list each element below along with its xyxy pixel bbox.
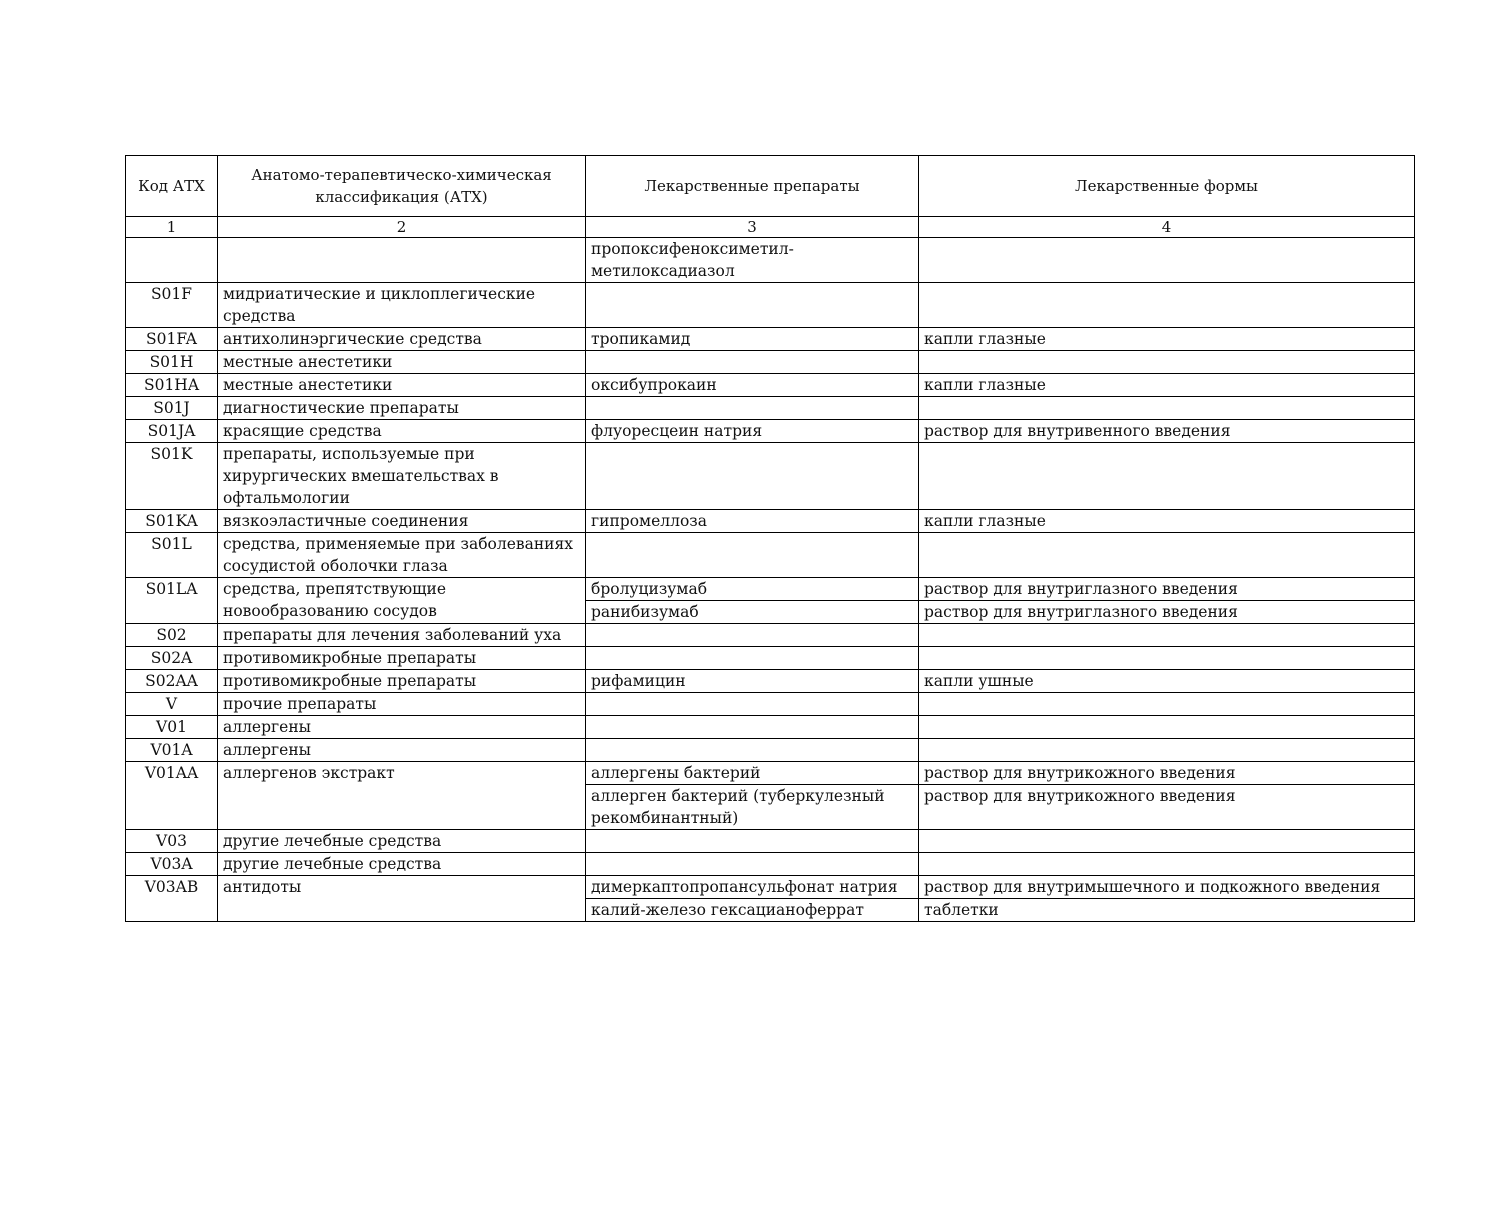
dosage-form-cell: раствор для внутримышечного и подкожного введения (919, 876, 1415, 899)
dosage-form-cell (919, 830, 1415, 853)
dosage-form-cell: раствор для внутривенного введения (919, 420, 1415, 443)
table-row (126, 670, 1415, 693)
drug-cell: гипромеллоза (586, 510, 919, 533)
table-row (126, 533, 1415, 578)
table-row (126, 830, 1415, 853)
atc-name-cell: противомикробные препараты (218, 647, 586, 670)
atc-code-cell: S01LA (126, 578, 218, 624)
dosage-form-cell: капли глазные (919, 328, 1415, 351)
header-dosage-forms: Лекарственные формы (919, 156, 1415, 217)
atc-name-cell: противомикробные препараты (218, 670, 586, 693)
atc-name-cell: местные анестетики (218, 351, 586, 374)
drug-cell: бролуцизумаб (586, 578, 919, 601)
atc-name-cell: антихолинэргические средства (218, 328, 586, 351)
table-row (126, 351, 1415, 374)
atc-name-cell: средства, применяемые при заболеваниях сосудистой оболочки глаза (218, 533, 586, 578)
dosage-form-cell (919, 533, 1415, 578)
drug-cell (586, 283, 919, 328)
dosage-form-cell (919, 443, 1415, 510)
atc-name-cell: препараты для лечения заболеваний уха (218, 624, 586, 647)
atc-name-cell: аллергенов экстракт (218, 762, 586, 830)
atc-code-cell: S01F (126, 283, 218, 328)
dosage-form-cell: таблетки (919, 899, 1415, 922)
header-atc-classification: Анатомо-терапевтическо-химическая классификация (АТХ) (218, 156, 586, 217)
table-row (126, 762, 1415, 785)
atc-name-cell: другие лечебные средства (218, 830, 586, 853)
atc-code-cell: S01JA (126, 420, 218, 443)
atc-code-cell: S02 (126, 624, 218, 647)
atc-code-cell: S02A (126, 647, 218, 670)
dosage-form-cell (919, 283, 1415, 328)
atc-code-cell: S02AA (126, 670, 218, 693)
header-atc-code: Код АТХ (126, 156, 218, 217)
drug-cell: пропоксифеноксиметил-метилоксадиазол (586, 238, 919, 283)
drug-cell: тропикамид (586, 328, 919, 351)
atc-code-cell: S01L (126, 533, 218, 578)
drug-cell (586, 351, 919, 374)
table-row (126, 693, 1415, 716)
atc-code-cell: V01A (126, 739, 218, 762)
atc-name-cell: мидриатические и циклоплегические средства (218, 283, 586, 328)
table-row (126, 624, 1415, 647)
drug-cell: рифамицин (586, 670, 919, 693)
column-number: 3 (586, 217, 919, 238)
column-number: 4 (919, 217, 1415, 238)
drug-cell: флуоресцеин натрия (586, 420, 919, 443)
atc-name-cell: антидоты (218, 876, 586, 922)
table-row (126, 739, 1415, 762)
column-number: 2 (218, 217, 586, 238)
table-row (126, 420, 1415, 443)
dosage-form-cell (919, 624, 1415, 647)
drug-cell (586, 739, 919, 762)
atc-code-cell: V01 (126, 716, 218, 739)
atc-name-cell: прочие препараты (218, 693, 586, 716)
table-row (126, 716, 1415, 739)
drug-cell: аллергены бактерий (586, 762, 919, 785)
atc-code-cell: S01HA (126, 374, 218, 397)
table-row (126, 876, 1415, 899)
dosage-form-cell (919, 397, 1415, 420)
atc-name-cell: красящие средства (218, 420, 586, 443)
drug-cell: оксибупрокаин (586, 374, 919, 397)
column-number-row (126, 217, 1415, 238)
drug-cell (586, 533, 919, 578)
table-row (126, 328, 1415, 351)
table-row (126, 443, 1415, 510)
atc-code-cell: V03 (126, 830, 218, 853)
dosage-form-cell: раствор для внутрикожного введения (919, 762, 1415, 785)
atc-code-cell: S01J (126, 397, 218, 420)
atc-code-cell: V01AA (126, 762, 218, 830)
drug-cell: димеркаптопропансульфонат натрия (586, 876, 919, 899)
dosage-form-cell (919, 647, 1415, 670)
atc-name-cell: аллергены (218, 739, 586, 762)
drug-cell: калий-железо гексацианоферрат (586, 899, 919, 922)
dosage-form-cell (919, 351, 1415, 374)
dosage-form-cell (919, 238, 1415, 283)
drug-cell (586, 716, 919, 739)
drug-cell: аллерген бактерий (туберкулезный рекомбинантный) (586, 785, 919, 830)
table-row (126, 374, 1415, 397)
table-row (126, 238, 1415, 283)
dosage-form-cell: капли глазные (919, 374, 1415, 397)
atc-code-cell: S01FA (126, 328, 218, 351)
atc-code-cell: V03AB (126, 876, 218, 922)
atc-name-cell: диагностические препараты (218, 397, 586, 420)
dosage-form-cell: капли глазные (919, 510, 1415, 533)
drug-cell (586, 693, 919, 716)
dosage-form-cell: капли ушные (919, 670, 1415, 693)
atc-name-cell: средства, препятствующие новообразованию сосудов (218, 578, 586, 624)
atc-code-cell: S01K (126, 443, 218, 510)
table-row (126, 397, 1415, 420)
atc-name-cell: вязкоэластичные соединения (218, 510, 586, 533)
dosage-form-cell (919, 853, 1415, 876)
table-row (126, 578, 1415, 601)
drug-cell (586, 647, 919, 670)
table-row (126, 647, 1415, 670)
header-drugs: Лекарственные препараты (586, 156, 919, 217)
atc-name-cell: местные анестетики (218, 374, 586, 397)
dosage-form-cell: раствор для внутриглазного введения (919, 601, 1415, 624)
dosage-form-cell (919, 693, 1415, 716)
dosage-form-cell: раствор для внутрикожного введения (919, 785, 1415, 830)
drug-cell: ранибизумаб (586, 601, 919, 624)
atc-code-cell: S01H (126, 351, 218, 374)
atc-code-cell: S01KA (126, 510, 218, 533)
drug-cell (586, 853, 919, 876)
table-row (126, 283, 1415, 328)
dosage-form-cell: раствор для внутриглазного введения (919, 578, 1415, 601)
atc-code-cell (126, 238, 218, 283)
drug-cell (586, 397, 919, 420)
atc-name-cell: другие лечебные средства (218, 853, 586, 876)
atc-name-cell (218, 238, 586, 283)
table-header-row (126, 156, 1415, 217)
dosage-form-cell (919, 739, 1415, 762)
table-row (126, 510, 1415, 533)
atc-drug-table (125, 155, 1415, 922)
drug-cell (586, 443, 919, 510)
dosage-form-cell (919, 716, 1415, 739)
drug-cell (586, 624, 919, 647)
table-row (126, 853, 1415, 876)
column-number: 1 (126, 217, 218, 238)
atc-name-cell: аллергены (218, 716, 586, 739)
drug-cell (586, 830, 919, 853)
atc-name-cell: препараты, используемые при хирургических вмешательствах в офтальмологии (218, 443, 586, 510)
atc-code-cell: V (126, 693, 218, 716)
atc-code-cell: V03A (126, 853, 218, 876)
